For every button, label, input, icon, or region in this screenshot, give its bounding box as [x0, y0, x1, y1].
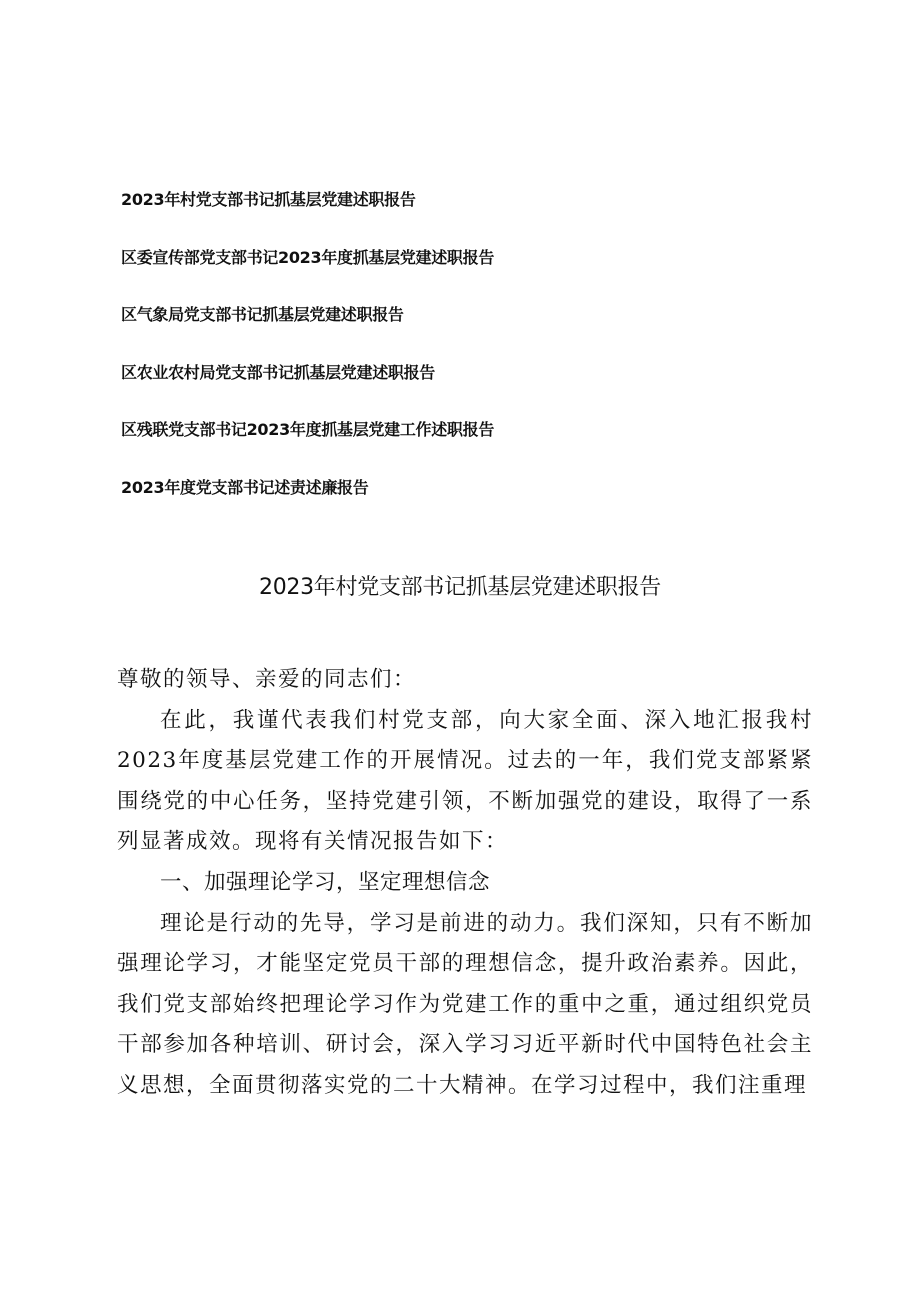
- document-title: 2023年村党支部书记抓基层党建述职报告: [259, 575, 661, 600]
- toc-item[interactable]: 区农业农村局党支部书记抓基层党建述职报告: [121, 362, 436, 382]
- document-body: [117, 660, 813, 1107]
- toc-item[interactable]: 区气象局党支部书记抓基层党建述职报告: [121, 305, 404, 324]
- toc-item[interactable]: 区委宣传部党支部书记2023年度抓基层党建述职报告: [121, 247, 495, 267]
- toc-item[interactable]: 2023年村党支部书记抓基层党建述职报告: [121, 190, 416, 209]
- section-paragraph: 理论是行动的先导，学习是前进的动力。我们深知，只有不断加强理论学习，才能坚定党员干部的理想信念，提升政治素养。因此，我们党支部始终把理论学习作为党建工作的重中之重，通过组织党员干部参加各种培训、研讨会，深入学习习近平新时代中国特色社会主义思想，全面贯彻落实党的二十大精神。在学习过程中，我们注重理: [117, 910, 813, 1098]
- intro-paragraph: 在此，我谨代表我们村党支部，向大家全面、深入地汇报我村2023年度基层党建工作的开展情况。过去的一年，我们党支部紧紧围绕党的中心任务，坚持党建引领，不断加强党的建设，取得了一系列显著成效。现将有关情况报告如下：: [117, 707, 813, 855]
- toc-item[interactable]: 区残联党支部书记2023年度抓基层党建工作述职报告: [121, 420, 495, 439]
- salutation: 尊敬的领导、亲爱的同志们：: [117, 667, 417, 692]
- toc-item[interactable]: 2023年度党支部书记述责述廉报告: [121, 477, 369, 497]
- table-of-contents: [121, 186, 821, 531]
- section-heading: 一、加强理论学习，坚定理想信念: [160, 869, 491, 895]
